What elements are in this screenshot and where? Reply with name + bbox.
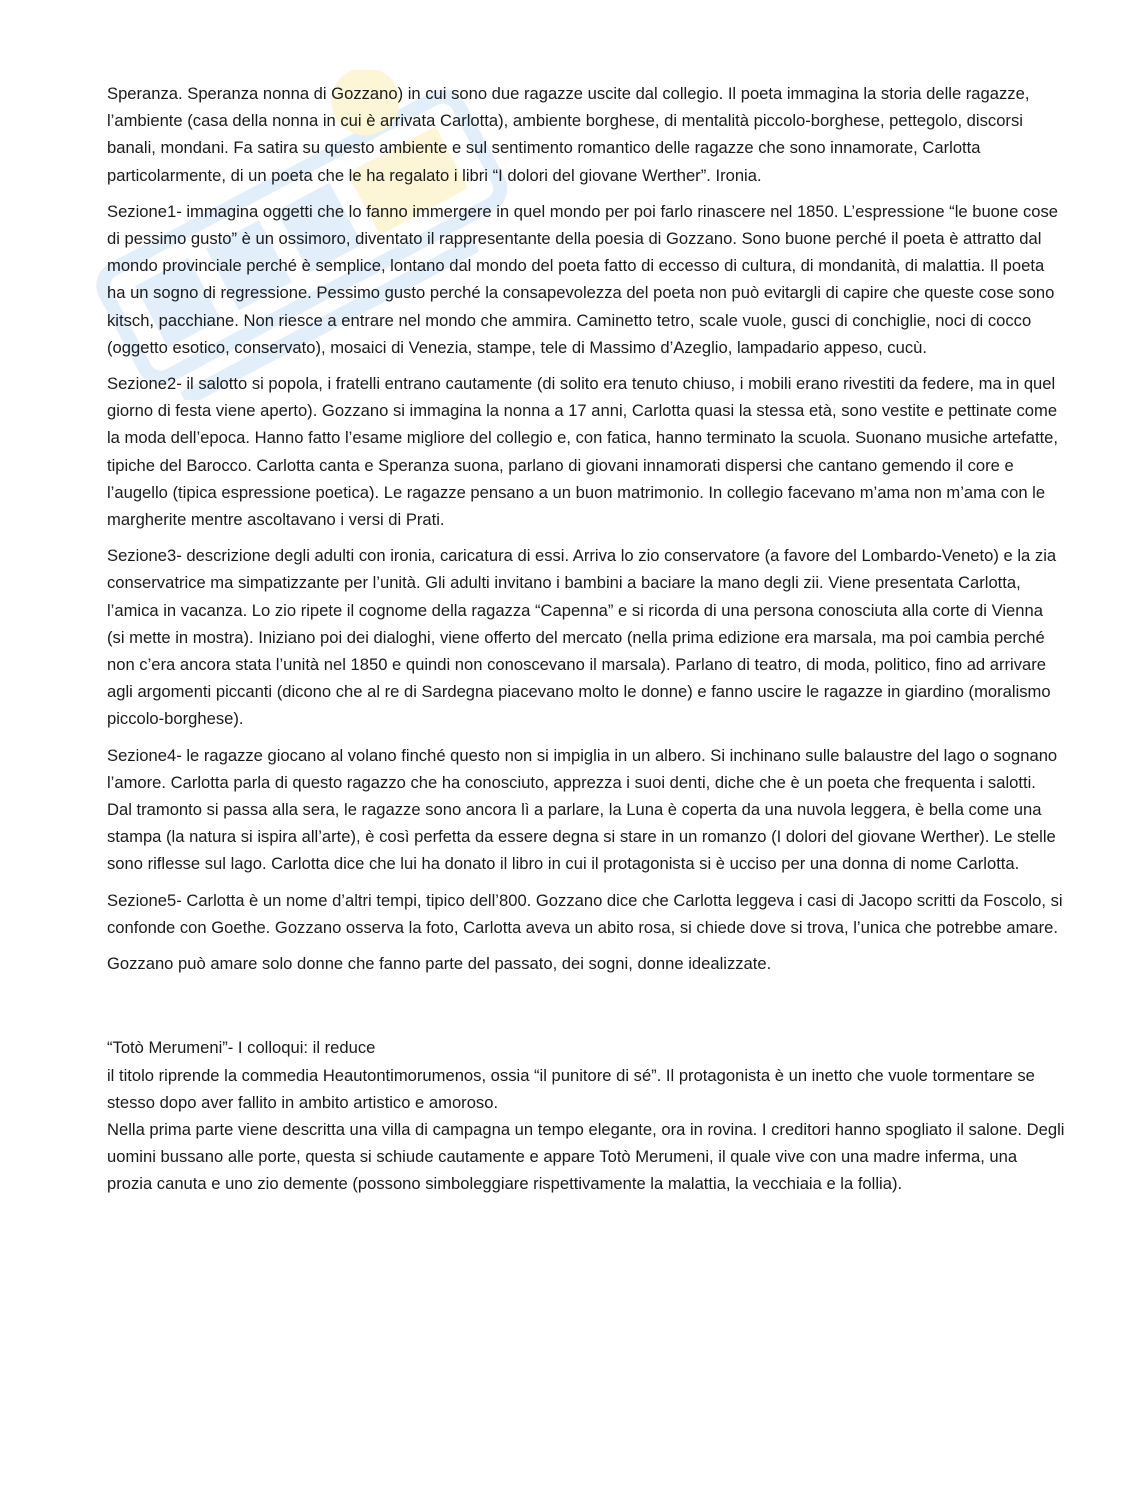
paragraph-sezione5: Sezione5- Carlotta è un nome d’altri tempi, tipico dell’800. Gozzano dice che Carlotta leggeva i casi di Jacopo scritti da Foscolo, si confonde con Goethe. Gozzano osserva la foto, Carlotta aveva un abito rosa, si chiede dove si trova, l’unica che potrebbe amare. bbox=[107, 890, 1063, 937]
section-spacer bbox=[107, 986, 1065, 1034]
section-line: il titolo riprende la commedia Heautontimorumenos, ossia “il punitore di sé”. Il protagonista è un inetto che vuole tormentare se stesso dopo aver fallito in ambito artistico e amoroso. bbox=[107, 1065, 1035, 1112]
section-line: Nella prima parte viene descritta una villa di campagna un tempo elegante, ora in rovina. I creditori hanno spogliato il salone. Degli uomini bussano alle porte, questa si schiude cautamente e appare Totò Merumeni, il quale vive con una madre inferma, una prozia canuta e uno zio demente (possono simboleggiare rispettivamente la malattia, la vecchiaia e la follia). bbox=[107, 1119, 1065, 1194]
paragraph-sezione4: Sezione4- le ragazze giocano al volano finché questo non si impiglia in un albero. Si inchinano sulle balaustre del lago o sognano l’amore. Carlotta parla di questo ragazzo che ha conosciuto, apprezza i suoi denti, diche che è un poeta che frequenta i salotti. Dal tramonto si passa alla sera, le ragazze sono ancora lì a parlare, la Luna è coperta da una nuvola leggera, è bella come una stampa (la natura si ispira all’arte), è così perfetta da essere degna si stare in un romanzo (I dolori del giovane Werther). Le stelle sono riflesse sul lago. Carlotta dice che lui ha donato il libro in cui il protagonista si è ucciso per una donna di nome Carlotta. bbox=[107, 745, 1058, 874]
paragraph-sezione3: Sezione3- descrizione degli adulti con ironia, caricatura di essi. Arriva lo zio conservatore (a favore del Lombardo-Veneto) e la zia conservatrice ma simpatizzante per l’unità. Gli adulti invitano i bambini a baciare la mano degli zii. Viene presentata Carlotta, l’amica in vacanza. Lo zio ripete il cognome della ragazza “Capenna” e si ricorda di una persona conosciuta alla corte di Vienna (si mette in mostra). Iniziano poi dei dialoghi, viene offerto del mercato (nella prima edizione era marsala, ma poi cambia perché non c’era ancora stata l’unità nel 1850 e quindi non conoscevano il marsala). Parlano di teatro, di moda, politico, fino ad arrivare agli argomenti piccanti (dicono che al re di Sardegna piacevano molto le donne) e fanno uscire le ragazze in giardino (moralismo piccolo-borghese). bbox=[107, 546, 1057, 729]
paragraph-intro: Speranza. Speranza nonna di Gozzano) in cui sono due ragazze uscite dal collegio. Il poeta immagina la storia delle ragazze, l’ambiente (casa della nonna in cui è arrivata Carlotta), ambiente borghese, di mentalità piccolo-borghese, pettegolo, discorsi banali, mondani. Fa satira su questo ambiente e sul sentimento romantico delle ragazze che sono innamorate, Carlotta particolarmente, di un poeta che le ha regalato i libri “I dolori del giovane Werther”. Ironia. bbox=[107, 84, 1030, 185]
paragraph-conclusion: Gozzano può amare solo donne che fanno parte del passato, dei sogni, donne idealizzate. bbox=[107, 954, 772, 974]
section-toto-merumeni bbox=[107, 1034, 1065, 1197]
paragraph-sezione2: Sezione2- il salotto si popola, i fratelli entrano cautamente (di solito era tenuto chiuso, i mobili erano rivestiti da federe, ma in quel giorno di festa viene aperto). Gozzano si immagina la nonna a 17 anni, Carlotta quasi la stessa età, sono vestite e pettinate come la moda dell’epoca. Hanno fatto l’esame migliore del collegio e, con fatica, hanno terminato la scuola. Suonano musiche artefatte, tipiche del Barocco. Carlotta canta e Speranza suona, parlano di giovani innamorati dispersi che cantano gemendo il core e l’augello (tipica espressione poetica). Le ragazze pensano a un buon matrimonio. In collegio facevano m’ama non m’ama con le margherite mentre ascoltavano i versi di Prati. bbox=[107, 374, 1059, 530]
document-body bbox=[107, 80, 1065, 1198]
section-heading: “Totò Merumeni”- I colloqui: il reduce bbox=[107, 1038, 376, 1058]
paragraph-sezione1: Sezione1- immagina oggetti che lo fanno immergere in quel mondo per poi farlo rinascere nel 1850. L’espressione “le buone cose di pessimo gusto” è un ossimoro, diventato il rappresentante della poesia di Gozzano. Sono buone perché il poeta è attratto dal mondo provinciale perché è semplice, lontano dal mondo del poeta fatto di eccesso di cultura, di mondanità, di malattia. Il poeta ha un sogno di regressione. Pessimo gusto perché la consapevolezza del poeta non può evitargli di capire che queste cose sono kitsch, pacchiane. Non riesce a entrare nel mondo che ammira. Caminetto tetro, scale vuole, gusci di conchiglie, noci di cocco (oggetto esotico, conservato), mosaici di Venezia, stampe, tele di Massimo d’Azeglio, lampadario appeso, cucù. bbox=[107, 201, 1059, 357]
